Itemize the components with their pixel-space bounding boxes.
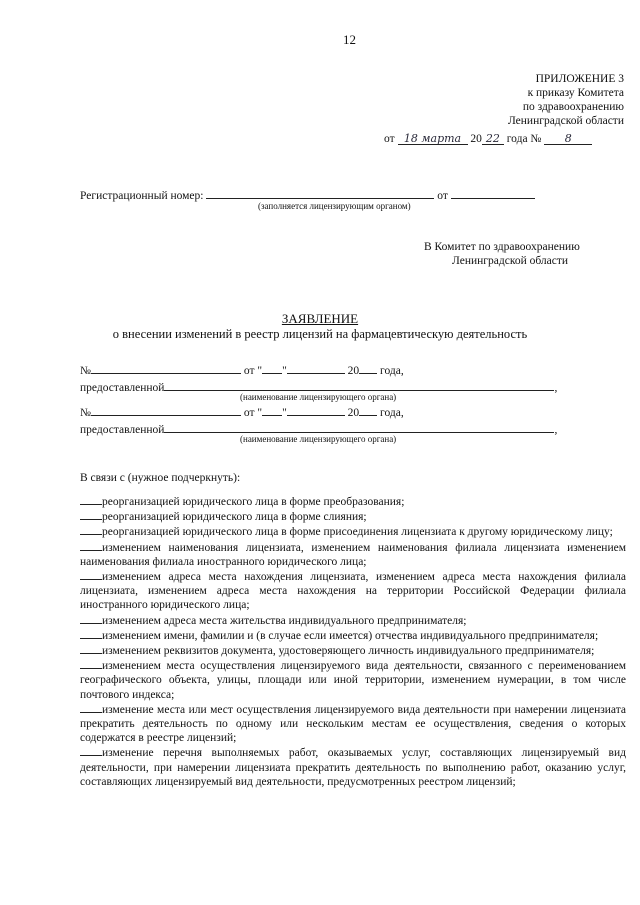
- addressee-line-2: Ленинградской области: [452, 255, 569, 267]
- registration-from-label: от: [437, 190, 448, 202]
- license-1-authority-field: [164, 378, 554, 391]
- reason-item[interactable]: изменением адреса места жительства индивидуального предпринимателя;: [80, 613, 626, 628]
- license-2-quote-close: ": [282, 407, 287, 419]
- appendix-from-label: от: [384, 133, 395, 145]
- license-2-authority-field: [164, 420, 554, 433]
- license-1-year-field: [359, 361, 377, 374]
- appendix-year-handwritten: 22: [485, 132, 500, 145]
- license-1-number-line: [80, 361, 404, 378]
- license-2-no-label: №: [80, 407, 91, 419]
- license-2-note: (наименование лицензирующего органа): [240, 434, 397, 444]
- reason-item[interactable]: реорганизацией юридического лица в форме преобразования;: [80, 494, 626, 509]
- license-1-month-field: [287, 361, 345, 374]
- reason-item[interactable]: изменение перечня выполняемых работ, оказываемых услуг, составляющих лицензируемый вид деятельности, при намерении лицензиата прекратить деятельность по выполнению работ, оказанию услуг, составляющих лицензируемый вид деятельности, предусмотренных реестром лицензий;: [80, 747, 626, 788]
- document-title: ЗАЯВЛЕНИЕ: [281, 311, 359, 326]
- reason-item[interactable]: реорганизацией юридического лица в форме слияния;: [80, 509, 626, 524]
- appendix-title: ПРИЛОЖЕНИЕ 3: [535, 73, 624, 85]
- appendix-date-field: [398, 132, 468, 145]
- reason-item[interactable]: изменением места осуществления лицензируемого вида деятельности, связанного с переименованием географического объекта, улицы, площади или иной территории, изменением нумерации, в том числе почтового индекса;: [80, 660, 626, 701]
- license-1-note: (наименование лицензирующего органа): [240, 392, 397, 402]
- registration-label: Регистрационный номер:: [80, 190, 204, 202]
- reasons-list: [80, 494, 626, 789]
- license-2-year-label: года,: [380, 407, 404, 419]
- reason-item[interactable]: изменением имени, фамилии и (в случае если имеется) отчества индивидуального предпринимателя;: [80, 628, 626, 643]
- reason-item[interactable]: изменением наименования лицензиата, изменением наименования филиала лицензиата изменением наименования филиала иностранного юридического лица;: [80, 541, 626, 568]
- appendix-year-label: года №: [506, 133, 542, 145]
- reasons-intro: В связи с (нужное подчеркнуть):: [80, 472, 241, 484]
- license-1-quote-open: ": [257, 365, 263, 377]
- appendix-line-3: Ленинградской области: [507, 115, 624, 127]
- reason-item[interactable]: изменение места или мест осуществления лицензируемого вида деятельности при намерении лицензиата прекратить деятельность по одному или нескольким местам ее осуществления, сведения о которых содержатся в реестре лицензий;: [80, 703, 626, 745]
- license-1-year-label: года,: [380, 365, 404, 377]
- appendix-line-2: по здравоохранению: [522, 101, 624, 113]
- license-2-from-label: от: [243, 407, 255, 419]
- license-1-no-label: №: [80, 365, 91, 377]
- license-2-year-field: [359, 403, 377, 416]
- appendix-number-field: [544, 132, 592, 145]
- license-1-comma: ,: [554, 382, 558, 394]
- appendix-date-line: [384, 132, 592, 146]
- license-2-year-prefix: 20: [347, 407, 360, 419]
- appendix-year-field: [482, 132, 504, 145]
- reason-item[interactable]: изменением реквизитов документа, удостоверяющего личность индивидуального предпринимателя;: [80, 643, 626, 658]
- license-2-number-field: [91, 403, 241, 416]
- registration-note: (заполняется лицензирующим органом): [258, 201, 411, 211]
- page-number: 12: [343, 32, 356, 47]
- license-1-from-label: от: [243, 365, 255, 377]
- appendix-number-handwritten: 8: [564, 132, 572, 145]
- appendix-date-handwritten: 18 марта: [403, 132, 462, 145]
- license-2-comma: ,: [554, 424, 558, 436]
- license-2-day-field: [262, 403, 282, 416]
- document-subtitle: о внесении изменений в реестр лицензий на фармацевтическую деятельность: [112, 327, 528, 341]
- reason-item[interactable]: реорганизацией юридического лица в форме присоединения лицензиата к другому юридическому лицу;: [80, 524, 626, 539]
- license-2-provided-label: предоставленной: [80, 424, 165, 436]
- appendix-year-prefix: 20: [470, 133, 482, 145]
- license-1-quote-close: ": [282, 365, 287, 377]
- reason-item[interactable]: изменением адреса места нахождения лицензиата, изменением адреса места нахождения филиала лицензиата, изменением адреса места нахождения на территории Российской Федерации филиала иностранного юридического лица;: [80, 571, 626, 612]
- license-2-number-line: [80, 403, 404, 420]
- appendix-line-1: к приказу Комитета: [527, 87, 624, 99]
- license-1-number-field: [91, 361, 241, 374]
- addressee-line-1: В Комитет по здравоохранению: [424, 241, 580, 253]
- license-2-month-field: [287, 403, 345, 416]
- license-2-quote-open: ": [257, 407, 263, 419]
- license-1-provided-label: предоставленной: [80, 382, 165, 394]
- license-1-year-prefix: 20: [347, 365, 360, 377]
- registration-number-field: [206, 186, 434, 199]
- registration-date-field: [451, 186, 535, 199]
- license-1-day-field: [262, 361, 282, 374]
